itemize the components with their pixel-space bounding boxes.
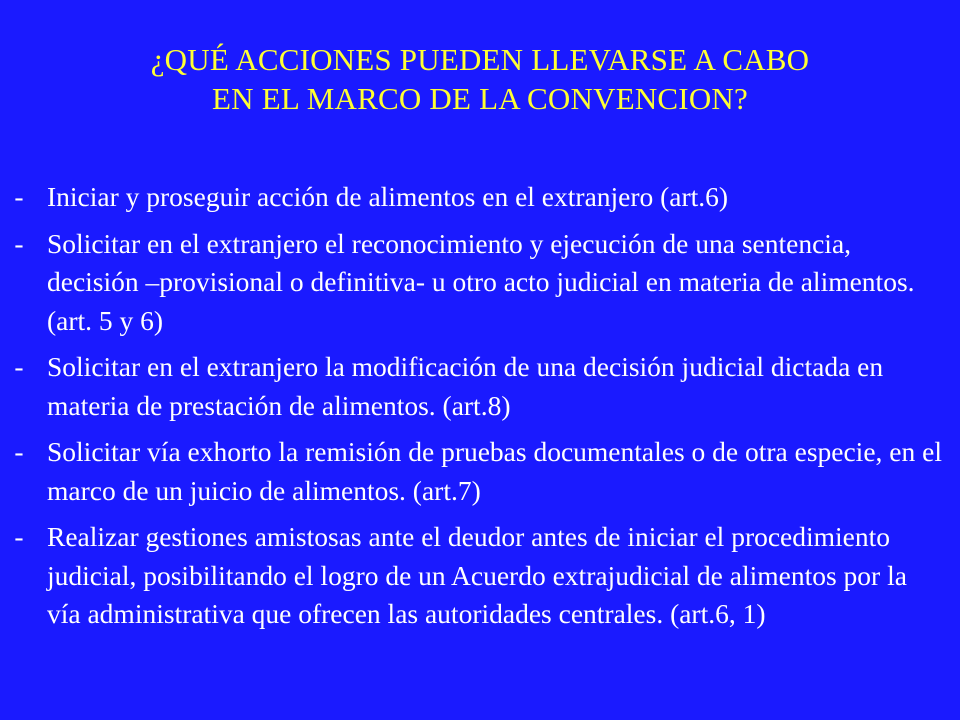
- bullet-marker: -: [14, 521, 24, 552]
- bullet-marker: -: [14, 227, 24, 259]
- bullet-marker: -: [14, 351, 24, 382]
- slide-title: [0, 40, 960, 118]
- bullet-list: [7, 178, 942, 642]
- bullet-text: Iniciar y proseguir acción de alimentos en el extranjero (art.6): [47, 181, 729, 212]
- slide-title-line-1: ¿QUÉ ACCIONES PUEDEN LLEVARSE A CABO: [150, 42, 810, 77]
- bullet-item: [7, 433, 942, 510]
- bullet-text: Realizar gestiones amistosas ante el deudor antes de iniciar el procedimiento judicial, posibilitando el logro de un Acuerdo extrajudicial de alimentos por la vía administrativa que ofrecen las autoridades centrales. (art.6, 1): [47, 521, 907, 629]
- bullet-item: [7, 178, 942, 217]
- bullet-marker: -: [14, 181, 24, 212]
- slide-title-line-2: EN EL MARCO DE LA CONVENCION?: [212, 81, 748, 116]
- bullet-marker: -: [14, 436, 24, 467]
- bullet-text: Solicitar en el extranjero el reconocimiento y ejecución de una sentencia, decisión –provisional o definitiva- u otro acto judicial en materia de alimentos. (art. 5 y 6): [47, 227, 915, 336]
- bullet-item: [7, 348, 942, 425]
- bullet-text: Solicitar vía exhorto la remisión de pruebas documentales o de otra especie, en el marco de un juicio de alimentos. (art.7): [47, 436, 942, 506]
- bullet-item: [7, 225, 942, 341]
- bullet-text: Solicitar en el extranjero la modificación de una decisión judicial dictada en materia de prestación de alimentos. (art.8): [47, 351, 884, 421]
- bullet-item: [7, 518, 942, 634]
